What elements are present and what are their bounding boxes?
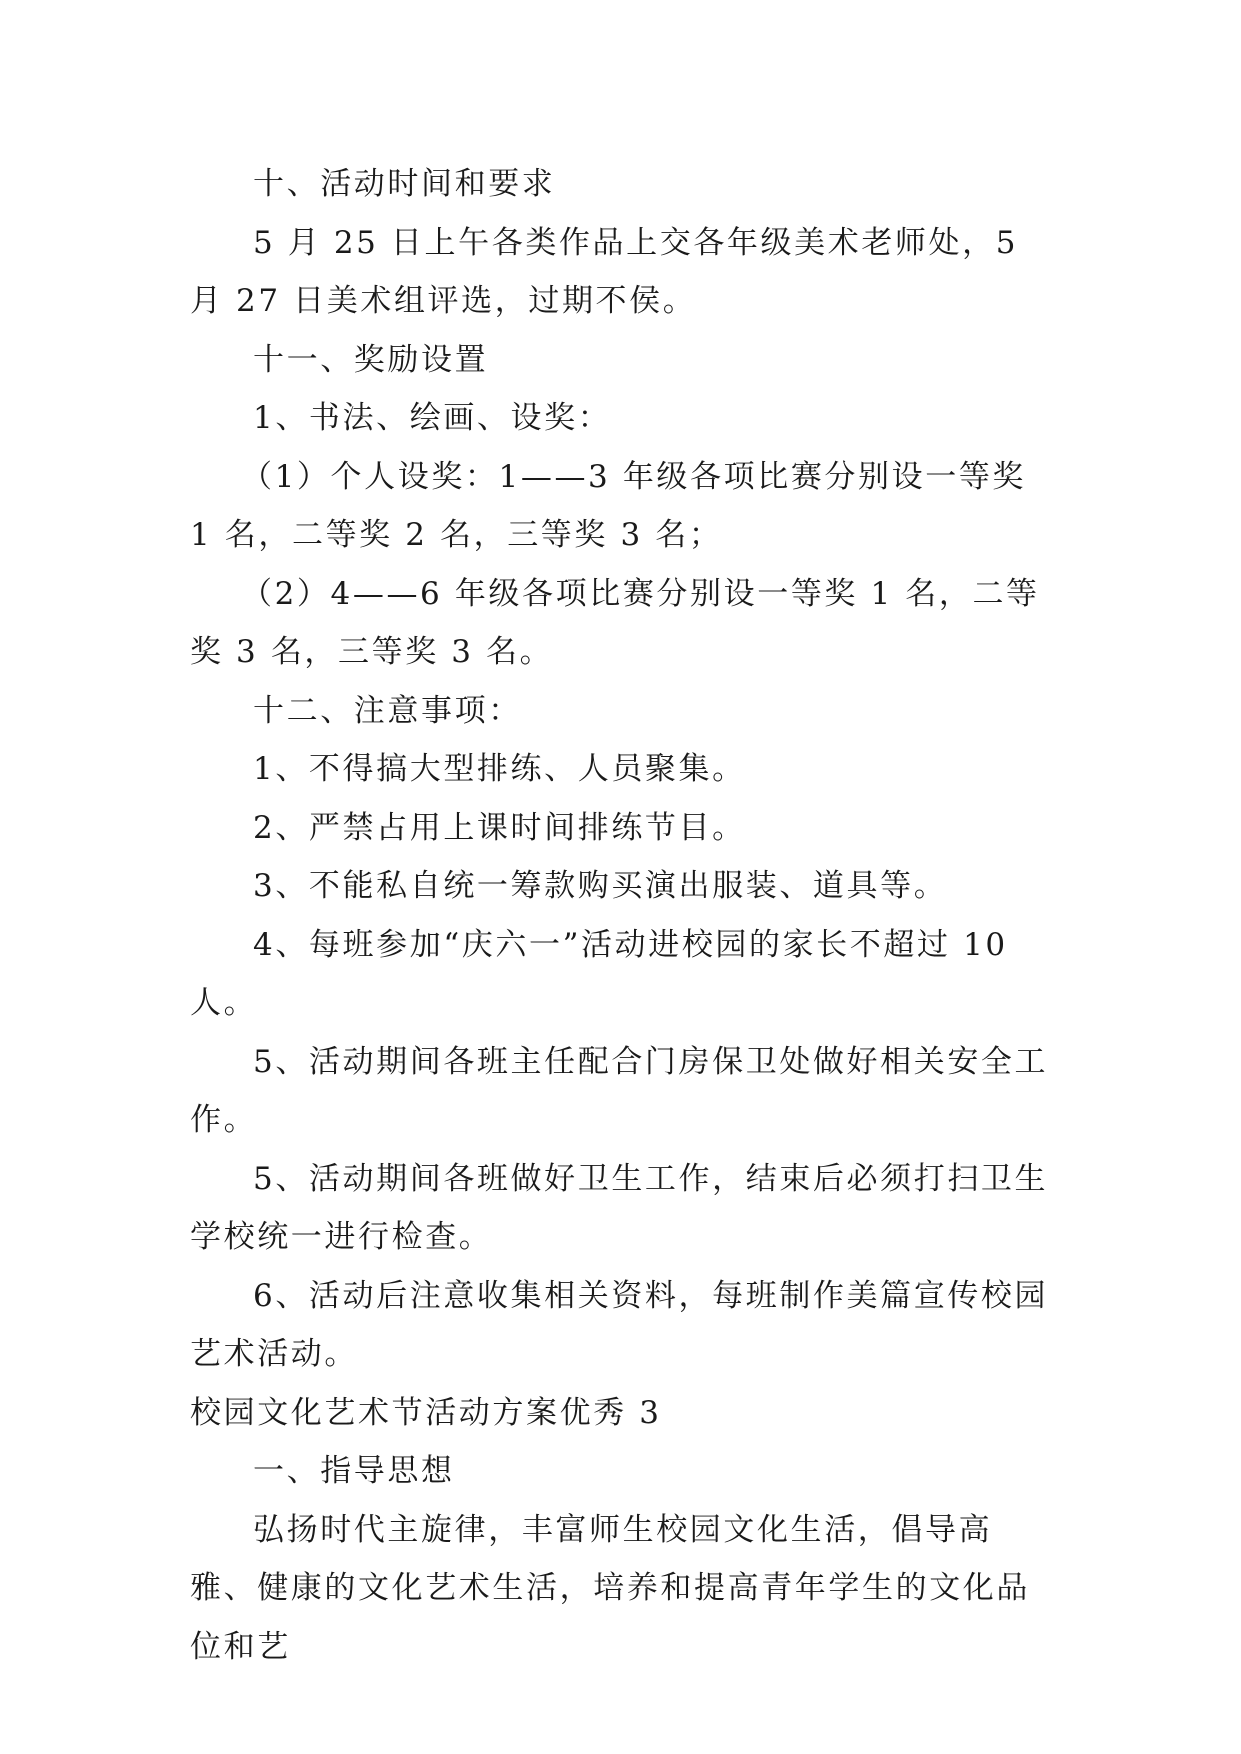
list-item-note-5-hygiene: 5、活动期间各班做好卫生工作，结束后必须打扫卫生学校统一进行检查。	[190, 1160, 1049, 1255]
list-item-note-5-safety: 5、活动期间各班主任配合门房保卫处做好相关安全工作。	[190, 1043, 1049, 1138]
list-item-note-2: 2、严禁占用上课时间排练节目。	[253, 809, 746, 846]
paragraph-awards-categories: 1、书法、绘画、设奖：	[253, 400, 612, 436]
section-heading-eleven: 十一、奖励设置	[253, 341, 489, 378]
list-item-note-3: 3、不能私自统一筹款购买演出服装、道具等。	[253, 868, 948, 904]
paragraph-awards-grade-4-6: （2）4——6 年级各项比赛分别设一等奖 1 名，二等奖 3 名，三等奖 3 名。	[190, 575, 1040, 670]
section-heading-ten: 十、活动时间和要求	[253, 166, 556, 202]
list-item-note-6: 6、活动后注意收集相关资料，每班制作美篇宣传校园艺术活动。	[190, 1277, 1049, 1372]
section-heading-twelve: 十二、注意事项：	[253, 692, 522, 729]
paragraph-submission-schedule: 5 月 25 日上午各类作品上交各年级美术老师处，5 月 27 日美术组评选，过期不侯。	[190, 224, 1031, 319]
document-body	[190, 155, 1052, 1676]
paragraph-awards-grade-1-3: （1）个人设奖：1——3 年级各项比赛分别设一等奖 1 名，二等奖 2 名，三等奖 3 名；	[190, 458, 1039, 553]
paragraph-guiding-ideology: 弘扬时代主旋律，丰富师生校园文化生活，倡导高雅、健康的文化艺术生活，培养和提高青年学生的文化品位和艺	[190, 1511, 1030, 1665]
list-item-note-4: 4、每班参加“庆六一”活动进校园的家长不超过 10 人。	[190, 926, 1021, 1021]
document-title-plan-3: 校园文化艺术节活动方案优秀 3	[190, 1394, 662, 1431]
section-heading-one: 一、指导思想	[253, 1453, 455, 1489]
list-item-note-1: 1、不得搞大型排练、人员聚集。	[253, 751, 746, 787]
